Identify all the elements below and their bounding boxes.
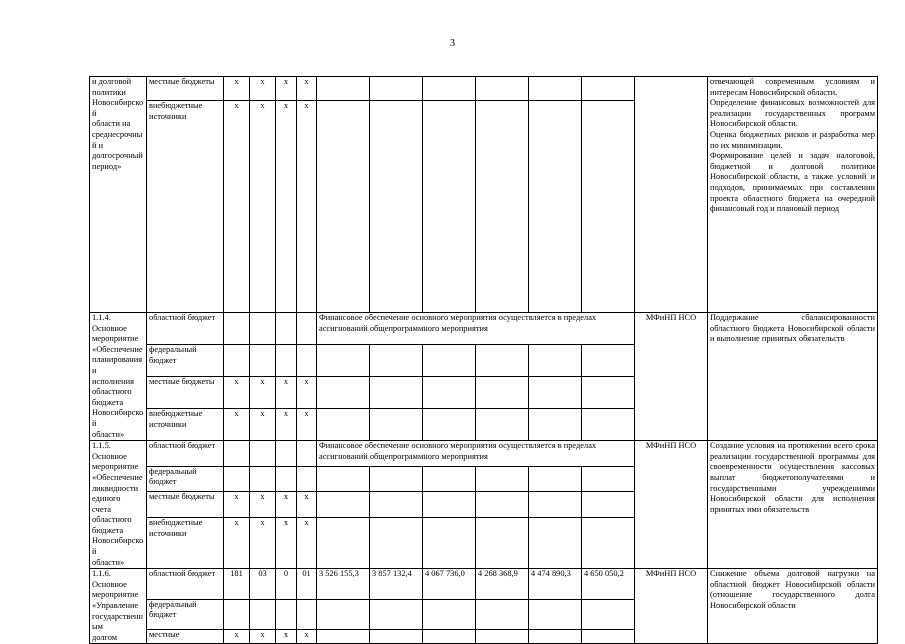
value-cell (529, 377, 582, 409)
code-cell (297, 441, 317, 467)
value-cell (423, 492, 476, 518)
code-cell: x (297, 77, 317, 101)
code-cell (224, 599, 250, 629)
table-row (90, 569, 878, 599)
value-cell (529, 599, 582, 629)
table-row (90, 441, 878, 467)
financing-note-cell: Финансовое обеспечение основного мероприятия осуществляется в пределах ассигнований общепрограммного мероприятия (317, 441, 635, 467)
result-cell: Снижение объема долговой нагрузки на областной бюджет Новосибирской области (отношение государственного долга Новосибирской области (708, 569, 878, 644)
financing-note-cell: Финансовое обеспечение основного мероприятия осуществляется в пределах ассигнований общепрограммного мероприятия (317, 313, 635, 345)
funding-source-cell: федеральный бюджет (147, 599, 224, 629)
code-cell (250, 599, 276, 629)
value-cell (423, 101, 476, 313)
code-cell: x (276, 77, 297, 101)
code-cell: x (276, 101, 297, 313)
code-cell (297, 599, 317, 629)
code-cell (224, 466, 250, 492)
code-cell: x (224, 629, 250, 644)
code-cell: x (297, 409, 317, 441)
code-cell: x (250, 518, 276, 569)
value-cell (582, 101, 635, 313)
event-name-cell: 1.1.4. Основное мероприятие «Обеспечение планирования и исполнения областного бюджета Новосибирской области» (90, 313, 147, 441)
value-cell (423, 345, 476, 377)
code-cell: 0 (276, 569, 297, 599)
value-cell (317, 518, 370, 569)
value-cell (423, 599, 476, 629)
value-cell (476, 101, 529, 313)
value-cell (476, 466, 529, 492)
value-cell (370, 101, 423, 313)
code-cell: x (250, 492, 276, 518)
value-cell (582, 377, 635, 409)
code-cell: x (297, 629, 317, 644)
code-cell (276, 441, 297, 467)
value-cell (582, 77, 635, 101)
value-cell (423, 409, 476, 441)
value-cell: 3 857 132,4 (370, 569, 423, 599)
code-cell (250, 466, 276, 492)
code-cell: x (276, 629, 297, 644)
value-cell (529, 518, 582, 569)
code-cell (224, 345, 250, 377)
executor-cell (635, 77, 708, 313)
funding-source-cell: внебюджетные источники (147, 518, 224, 569)
code-cell: x (250, 377, 276, 409)
code-cell (297, 466, 317, 492)
value-cell (582, 629, 635, 644)
code-cell (276, 466, 297, 492)
value-cell (317, 77, 370, 101)
event-name-cell: 1.1.6. Основное мероприятие «Управление государственным долгом (90, 569, 147, 644)
value-cell (529, 345, 582, 377)
code-cell: x (276, 518, 297, 569)
code-cell: 181 (224, 569, 250, 599)
value-cell (370, 77, 423, 101)
code-cell: x (297, 518, 317, 569)
value-cell (582, 599, 635, 629)
code-cell (224, 313, 250, 345)
funding-source-cell: областной бюджет (147, 441, 224, 467)
code-cell: x (224, 518, 250, 569)
value-cell (476, 77, 529, 101)
value-cell (317, 345, 370, 377)
value-cell (476, 492, 529, 518)
funding-source-cell: внебюджетные источники (147, 409, 224, 441)
value-cell (476, 599, 529, 629)
value-cell: 4 268 368,9 (476, 569, 529, 599)
funding-source-cell: местные (147, 629, 224, 644)
value-cell (370, 377, 423, 409)
executor-cell: МФиНП НСО (635, 313, 708, 441)
value-cell (370, 409, 423, 441)
code-cell (276, 599, 297, 629)
value-cell (423, 466, 476, 492)
value-cell: 3 526 155,3 (317, 569, 370, 599)
value-cell (529, 492, 582, 518)
code-cell: 03 (250, 569, 276, 599)
code-cell: 01 (297, 569, 317, 599)
value-cell (317, 629, 370, 644)
value-cell (529, 77, 582, 101)
value-cell: 4 067 736,0 (423, 569, 476, 599)
code-cell: x (224, 409, 250, 441)
table-row (90, 313, 878, 345)
value-cell (317, 599, 370, 629)
value-cell (370, 492, 423, 518)
funding-source-cell: областной бюджет (147, 569, 224, 599)
value-cell (476, 345, 529, 377)
result-cell: Создание условия на протяжении всего срока реализации государственной программы для своевременности осуществления кассовых выплат бюджетополучателями и государственными учреждениями Новосибирской области для исполнения принятых ими обязательств (708, 441, 878, 569)
table-row (90, 77, 878, 101)
executor-cell: МФиНП НСО (635, 569, 708, 644)
value-cell (370, 629, 423, 644)
code-cell: x (224, 101, 250, 313)
result-cell: Поддержание сбалансированности областного бюджета Новосибирской области и выполнение принятых обязательств (708, 313, 878, 441)
value-cell (529, 466, 582, 492)
value-cell (317, 409, 370, 441)
page-number: 3 (450, 38, 455, 49)
code-cell: x (276, 492, 297, 518)
value-cell (423, 77, 476, 101)
funding-source-cell: федеральный бюджет (147, 345, 224, 377)
code-cell (250, 313, 276, 345)
value-cell (370, 518, 423, 569)
code-cell: x (276, 377, 297, 409)
value-cell (529, 409, 582, 441)
value-cell (317, 377, 370, 409)
funding-source-cell: федеральный бюджет (147, 466, 224, 492)
value-cell (370, 345, 423, 377)
code-cell (250, 345, 276, 377)
code-cell: x (297, 492, 317, 518)
result-cell: отвечающей современным условиям и интересам Новосибирской области. Определение финансовых возможностей для реализации государственных программ Новосибирской области. Оценка бюджетных рисков и разработка мер по их минимизации. Формирование целей и задач налоговой, бюджетной и долговой политики Новосибирской области, а также условий и подходов, принимаемых при составлении проекта областного бюджета на очередной финансовый год и плановый период (708, 77, 878, 313)
code-cell: x (297, 101, 317, 313)
code-cell (297, 345, 317, 377)
value-cell: 4 650 050,2 (582, 569, 635, 599)
value-cell (317, 492, 370, 518)
code-cell: x (250, 629, 276, 644)
program-activities-table (89, 76, 878, 644)
value-cell (476, 629, 529, 644)
value-cell (582, 518, 635, 569)
value-cell (423, 518, 476, 569)
value-cell (370, 599, 423, 629)
value-cell (317, 466, 370, 492)
code-cell (297, 313, 317, 345)
value-cell (582, 492, 635, 518)
funding-source-cell: внебюджетные источники (147, 101, 224, 313)
event-name-cell: 1.1.5. Основное мероприятие «Обеспечение ликвидности единого счета областного бюджета Новосибирской области» (90, 441, 147, 569)
value-cell (529, 629, 582, 644)
code-cell (276, 313, 297, 345)
value-cell (423, 629, 476, 644)
value-cell: 4 474 890,3 (529, 569, 582, 599)
code-cell: x (224, 377, 250, 409)
value-cell (582, 409, 635, 441)
funding-source-cell: местные бюджеты (147, 377, 224, 409)
code-cell: x (250, 101, 276, 313)
value-cell (476, 377, 529, 409)
value-cell (423, 377, 476, 409)
code-cell (276, 345, 297, 377)
code-cell (250, 441, 276, 467)
code-cell: x (297, 377, 317, 409)
code-cell: x (224, 77, 250, 101)
value-cell (476, 409, 529, 441)
code-cell: x (250, 409, 276, 441)
code-cell: x (224, 492, 250, 518)
funding-source-cell: местные бюджеты (147, 492, 224, 518)
code-cell: x (276, 409, 297, 441)
code-cell: x (250, 77, 276, 101)
funding-source-cell: областной бюджет (147, 313, 224, 345)
event-name-cell: и долговой политики Новосибирской области на среднесрочный и долгосрочный период» (90, 77, 147, 313)
value-cell (476, 518, 529, 569)
value-cell (370, 466, 423, 492)
code-cell (224, 441, 250, 467)
value-cell (582, 345, 635, 377)
value-cell (317, 101, 370, 313)
executor-cell: МФиНП НСО (635, 441, 708, 569)
value-cell (529, 101, 582, 313)
value-cell (582, 466, 635, 492)
funding-source-cell: местные бюджеты (147, 77, 224, 101)
